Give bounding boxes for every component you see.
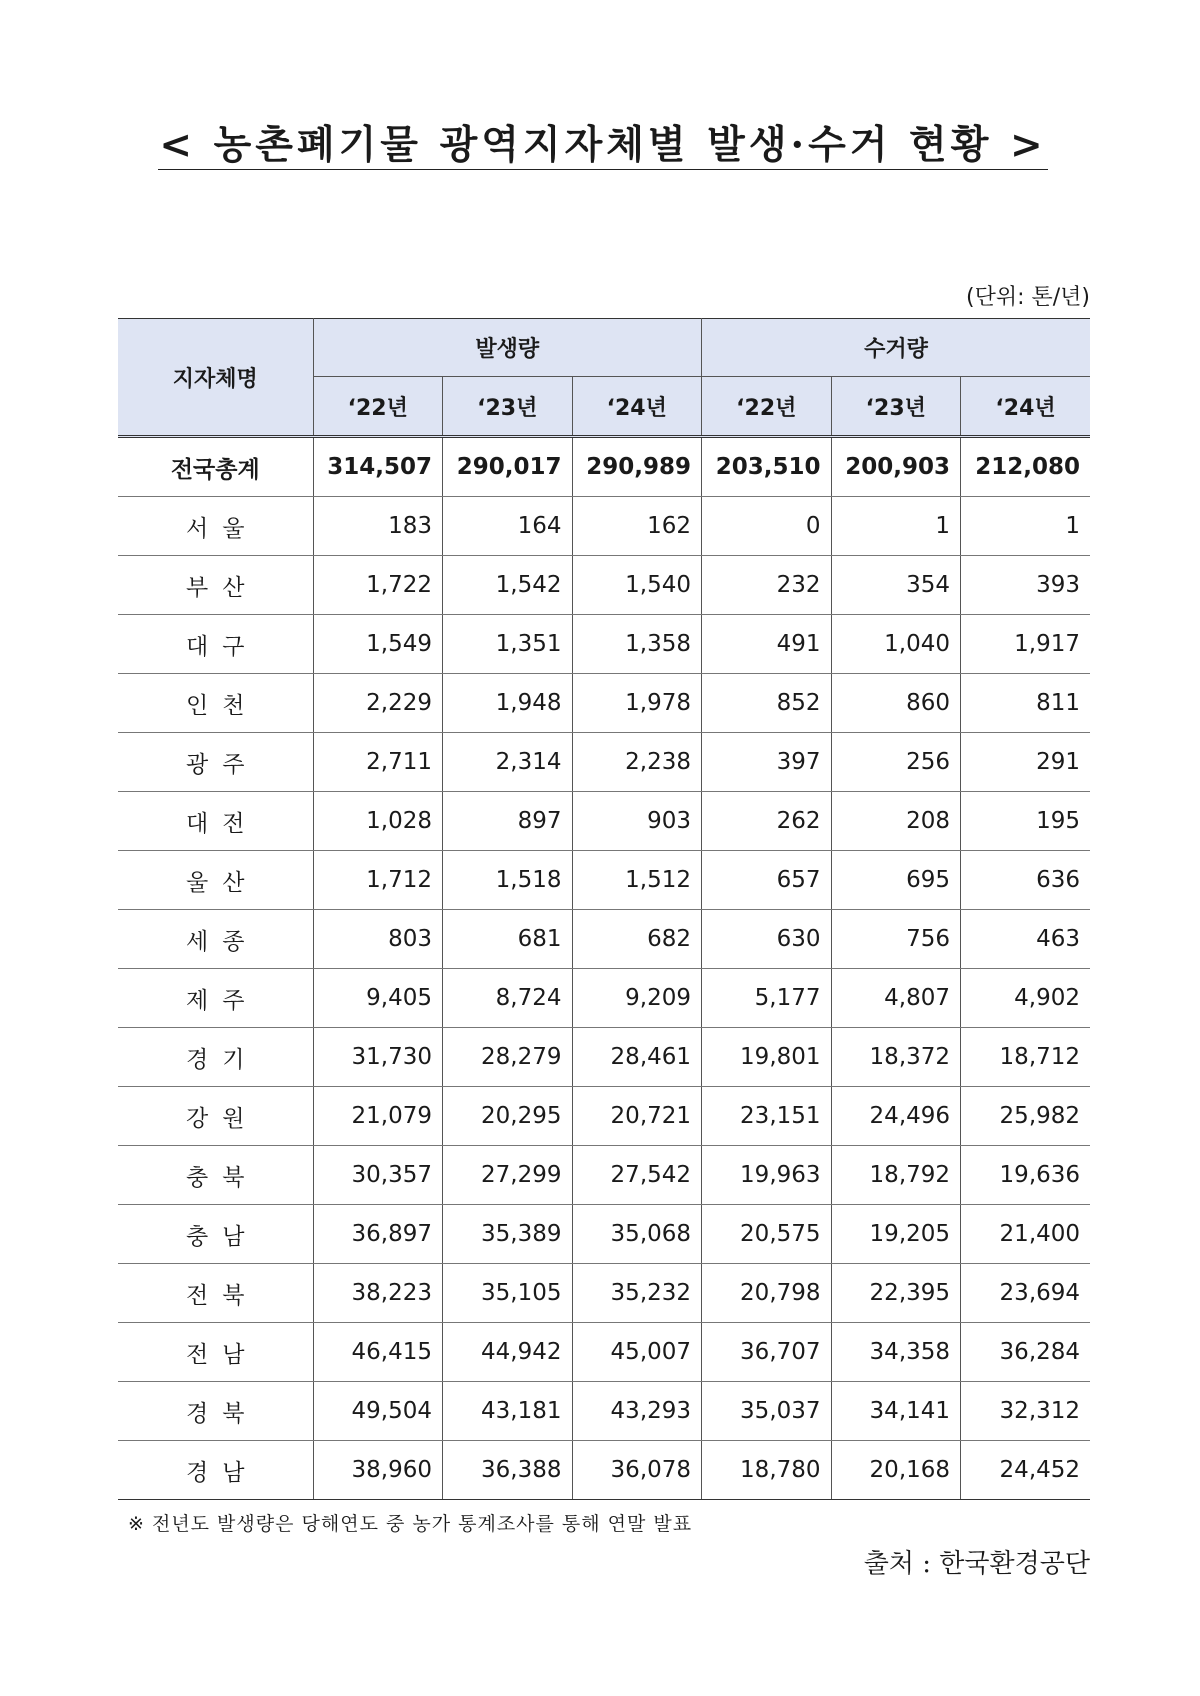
value-cell: 195 [961,792,1091,851]
value-cell: 397 [702,733,832,792]
value-cell: 657 [702,851,832,910]
value-cell: 262 [702,792,832,851]
value-cell: 200,903 [831,437,961,497]
region-name: 제주 [118,969,313,1028]
value-cell: 18,780 [702,1441,832,1500]
value-cell: 681 [443,910,573,969]
value-cell: 636 [961,851,1091,910]
value-cell: 24,452 [961,1441,1091,1500]
value-cell: 19,963 [702,1146,832,1205]
value-cell: 43,293 [572,1382,702,1441]
value-cell: 43,181 [443,1382,573,1441]
value-cell: 22,395 [831,1264,961,1323]
value-cell: 30,357 [313,1146,443,1205]
value-cell: 897 [443,792,573,851]
region-name: 부산 [118,556,313,615]
value-cell: 290,989 [572,437,702,497]
value-cell: 45,007 [572,1323,702,1382]
value-cell: 9,209 [572,969,702,1028]
footnote: ※ 전년도 발생량은 당해연도 중 농가 통계조사를 통해 연말 발표 [128,1513,693,1535]
value-cell: 290,017 [443,437,573,497]
value-cell: 20,295 [443,1087,573,1146]
table-row [118,1087,1090,1146]
region-name: 충북 [118,1146,313,1205]
region-name: 대전 [118,792,313,851]
value-cell: 756 [831,910,961,969]
table-row [118,1441,1090,1500]
table-row [118,1028,1090,1087]
total-row [118,437,1090,497]
value-cell: 38,223 [313,1264,443,1323]
value-cell: 203,510 [702,437,832,497]
value-cell: 803 [313,910,443,969]
value-cell: 1,040 [831,615,961,674]
value-cell: 630 [702,910,832,969]
waste-statistics-table [118,318,1090,1500]
value-cell: 1,722 [313,556,443,615]
generation-group-header: 발생량 [313,319,702,377]
value-cell: 25,982 [961,1087,1091,1146]
region-name: 경기 [118,1028,313,1087]
table-row [118,969,1090,1028]
value-cell: 1,518 [443,851,573,910]
table-row [118,910,1090,969]
value-cell: 21,400 [961,1205,1091,1264]
value-cell: 44,942 [443,1323,573,1382]
table-row [118,1146,1090,1205]
table-row [118,674,1090,733]
value-cell: 1,540 [572,556,702,615]
value-cell: 212,080 [961,437,1091,497]
table-row [118,1323,1090,1382]
value-cell: 903 [572,792,702,851]
collection-group-header: 수거량 [702,319,1091,377]
value-cell: 20,721 [572,1087,702,1146]
value-cell: 4,902 [961,969,1091,1028]
value-cell: 19,801 [702,1028,832,1087]
year-header: ‘23년 [831,377,961,437]
value-cell: 23,151 [702,1087,832,1146]
value-cell: 1,917 [961,615,1091,674]
value-cell: 0 [702,497,832,556]
value-cell: 35,105 [443,1264,573,1323]
value-cell: 291 [961,733,1091,792]
region-name: 충남 [118,1205,313,1264]
value-cell: 18,372 [831,1028,961,1087]
region-name: 경북 [118,1382,313,1441]
region-column-header: 지자체명 [118,319,313,437]
value-cell: 491 [702,615,832,674]
value-cell: 9,405 [313,969,443,1028]
value-cell: 1,351 [443,615,573,674]
header-row-groups [118,319,1090,377]
region-name: 전국총계 [118,437,313,497]
value-cell: 31,730 [313,1028,443,1087]
region-name: 대구 [118,615,313,674]
region-name: 인천 [118,674,313,733]
value-cell: 23,694 [961,1264,1091,1323]
value-cell: 4,807 [831,969,961,1028]
value-cell: 36,707 [702,1323,832,1382]
value-cell: 18,792 [831,1146,961,1205]
value-cell: 1,028 [313,792,443,851]
value-cell: 463 [961,910,1091,969]
value-cell: 36,388 [443,1441,573,1500]
value-cell: 2,238 [572,733,702,792]
value-cell: 34,358 [831,1323,961,1382]
document-title: < 농촌폐기물 광역지자체별 발생·수거 현황 > [159,122,1047,168]
value-cell: 36,078 [572,1441,702,1500]
year-header: ‘24년 [961,377,1091,437]
value-cell: 35,232 [572,1264,702,1323]
value-cell: 18,712 [961,1028,1091,1087]
value-cell: 28,279 [443,1028,573,1087]
value-cell: 49,504 [313,1382,443,1441]
value-cell: 36,897 [313,1205,443,1264]
year-header: ‘24년 [572,377,702,437]
region-name: 전북 [118,1264,313,1323]
value-cell: 1,978 [572,674,702,733]
table-row [118,556,1090,615]
value-cell: 24,496 [831,1087,961,1146]
value-cell: 27,542 [572,1146,702,1205]
value-cell: 164 [443,497,573,556]
value-cell: 2,711 [313,733,443,792]
value-cell: 27,299 [443,1146,573,1205]
value-cell: 162 [572,497,702,556]
value-cell: 2,229 [313,674,443,733]
value-cell: 46,415 [313,1323,443,1382]
value-cell: 35,037 [702,1382,832,1441]
year-header: ‘22년 [702,377,832,437]
value-cell: 852 [702,674,832,733]
year-header: ‘22년 [313,377,443,437]
value-cell: 682 [572,910,702,969]
table-row [118,733,1090,792]
table-row [118,1205,1090,1264]
value-cell: 232 [702,556,832,615]
value-cell: 1,712 [313,851,443,910]
value-cell: 21,079 [313,1087,443,1146]
table-row [118,1382,1090,1441]
value-cell: 34,141 [831,1382,961,1441]
value-cell: 1,549 [313,615,443,674]
value-cell: 1,358 [572,615,702,674]
value-cell: 695 [831,851,961,910]
value-cell: 183 [313,497,443,556]
table-row [118,851,1090,910]
value-cell: 35,068 [572,1205,702,1264]
value-cell: 8,724 [443,969,573,1028]
value-cell: 811 [961,674,1091,733]
value-cell: 36,284 [961,1323,1091,1382]
value-cell: 2,314 [443,733,573,792]
value-cell: 20,798 [702,1264,832,1323]
region-name: 전남 [118,1323,313,1382]
value-cell: 5,177 [702,969,832,1028]
value-cell: 256 [831,733,961,792]
value-cell: 32,312 [961,1382,1091,1441]
value-cell: 1,948 [443,674,573,733]
year-header: ‘23년 [443,377,573,437]
unit-label: (단위: 톤/년) [966,285,1090,310]
region-name: 강원 [118,1087,313,1146]
value-cell: 19,205 [831,1205,961,1264]
region-name: 세종 [118,910,313,969]
table-row [118,792,1090,851]
source-credit: 출처 : 한국환경공단 [863,1549,1090,1579]
region-name: 광주 [118,733,313,792]
value-cell: 38,960 [313,1441,443,1500]
region-name: 울산 [118,851,313,910]
region-name: 서울 [118,497,313,556]
value-cell: 1 [961,497,1091,556]
table-row [118,615,1090,674]
table-row [118,497,1090,556]
value-cell: 354 [831,556,961,615]
value-cell: 208 [831,792,961,851]
title-underline [158,169,1048,170]
value-cell: 860 [831,674,961,733]
value-cell: 1 [831,497,961,556]
value-cell: 393 [961,556,1091,615]
value-cell: 28,461 [572,1028,702,1087]
value-cell: 20,168 [831,1441,961,1500]
value-cell: 314,507 [313,437,443,497]
value-cell: 19,636 [961,1146,1091,1205]
value-cell: 20,575 [702,1205,832,1264]
region-name: 경남 [118,1441,313,1500]
value-cell: 1,542 [443,556,573,615]
table-row [118,1264,1090,1323]
value-cell: 1,512 [572,851,702,910]
value-cell: 35,389 [443,1205,573,1264]
